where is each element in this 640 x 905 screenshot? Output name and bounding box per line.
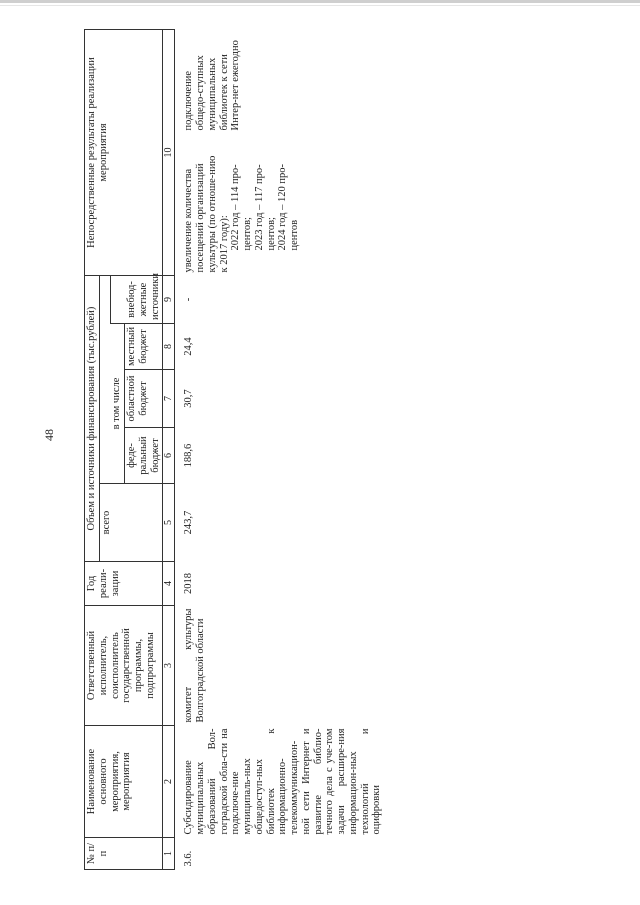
header-finance-group: Объем и источники финансирования (тыс.рублей) <box>85 276 100 562</box>
column-number: 10 <box>163 30 175 276</box>
column-number: 9 <box>163 276 175 324</box>
row-num: 3.6. <box>183 850 195 867</box>
scan-edge-line <box>0 0 640 3</box>
row-year: 2018 <box>183 573 195 594</box>
header-local: местный бюджет <box>125 324 163 370</box>
header-federal: феде-ральный бюджет <box>125 428 163 484</box>
row-local: 24,4 <box>183 337 195 356</box>
financing-table <box>84 29 384 870</box>
column-number: 2 <box>163 726 175 838</box>
results-visits <box>183 153 301 273</box>
column-number: 3 <box>163 606 175 726</box>
results-line: 2022 год – 114 про-центов; <box>230 164 254 251</box>
header-results: Непосредственные результаты реализации мероприятия <box>85 30 163 276</box>
results-line: подключение общедо-ступных муниципальных библиотек к сети Интер-нет ежегодно <box>183 40 242 131</box>
column-number: 6 <box>163 428 175 484</box>
results-line: увеличение количества посещений организаций культуры (по отноше-нию к 2017 году): <box>183 155 230 273</box>
page-number: 48 <box>42 429 56 441</box>
results-internet <box>183 35 301 131</box>
header-incl: в том числе <box>110 324 124 484</box>
header-name: Наименование основного мероприятия, мероприятия <box>85 726 163 838</box>
header-regional: областной бюджет <box>125 370 163 428</box>
column-number: 8 <box>163 324 175 370</box>
results-line: 2024 год – 120 про-центов <box>277 164 301 251</box>
header-extra: внебюд-жетные источники <box>110 276 163 324</box>
row-name: Субсидирование муниципальных образований Вол-гоградской обла-сти на подключе-ние муниципаль-ных общедоступ-ных библиотек к информационно-телекоммуникацион-ной сети Интернет и развитие библио-течного дела с уче-том задачи расшире-ния информацион-ных технологий и оцифровки <box>183 728 383 835</box>
table-row <box>175 30 384 870</box>
row-federal: 188,6 <box>183 443 195 468</box>
row-executor: комитет культуры Волгоградской области <box>183 608 207 723</box>
row-total: 243,7 <box>183 510 195 535</box>
header-num: № п/п <box>85 838 163 870</box>
row-regional: 30,7 <box>183 389 195 408</box>
header-spacer <box>99 276 110 484</box>
scan-edge-line-secondary <box>0 5 640 6</box>
column-number: 5 <box>163 484 175 562</box>
column-number: 4 <box>163 562 175 606</box>
row-results <box>175 30 384 276</box>
header-year: Год реали-зации <box>85 562 163 606</box>
row-extra: - <box>183 297 195 302</box>
header-executor: Ответственный исполнитель, соисполнитель государственной программы, подпрограммы <box>85 606 163 726</box>
results-line: 2023 год – 117 про-центов; <box>253 164 277 251</box>
column-number: 1 <box>163 838 175 870</box>
rotated-table-page <box>42 30 384 870</box>
column-number: 7 <box>163 370 175 428</box>
header-total: всего <box>99 484 163 562</box>
